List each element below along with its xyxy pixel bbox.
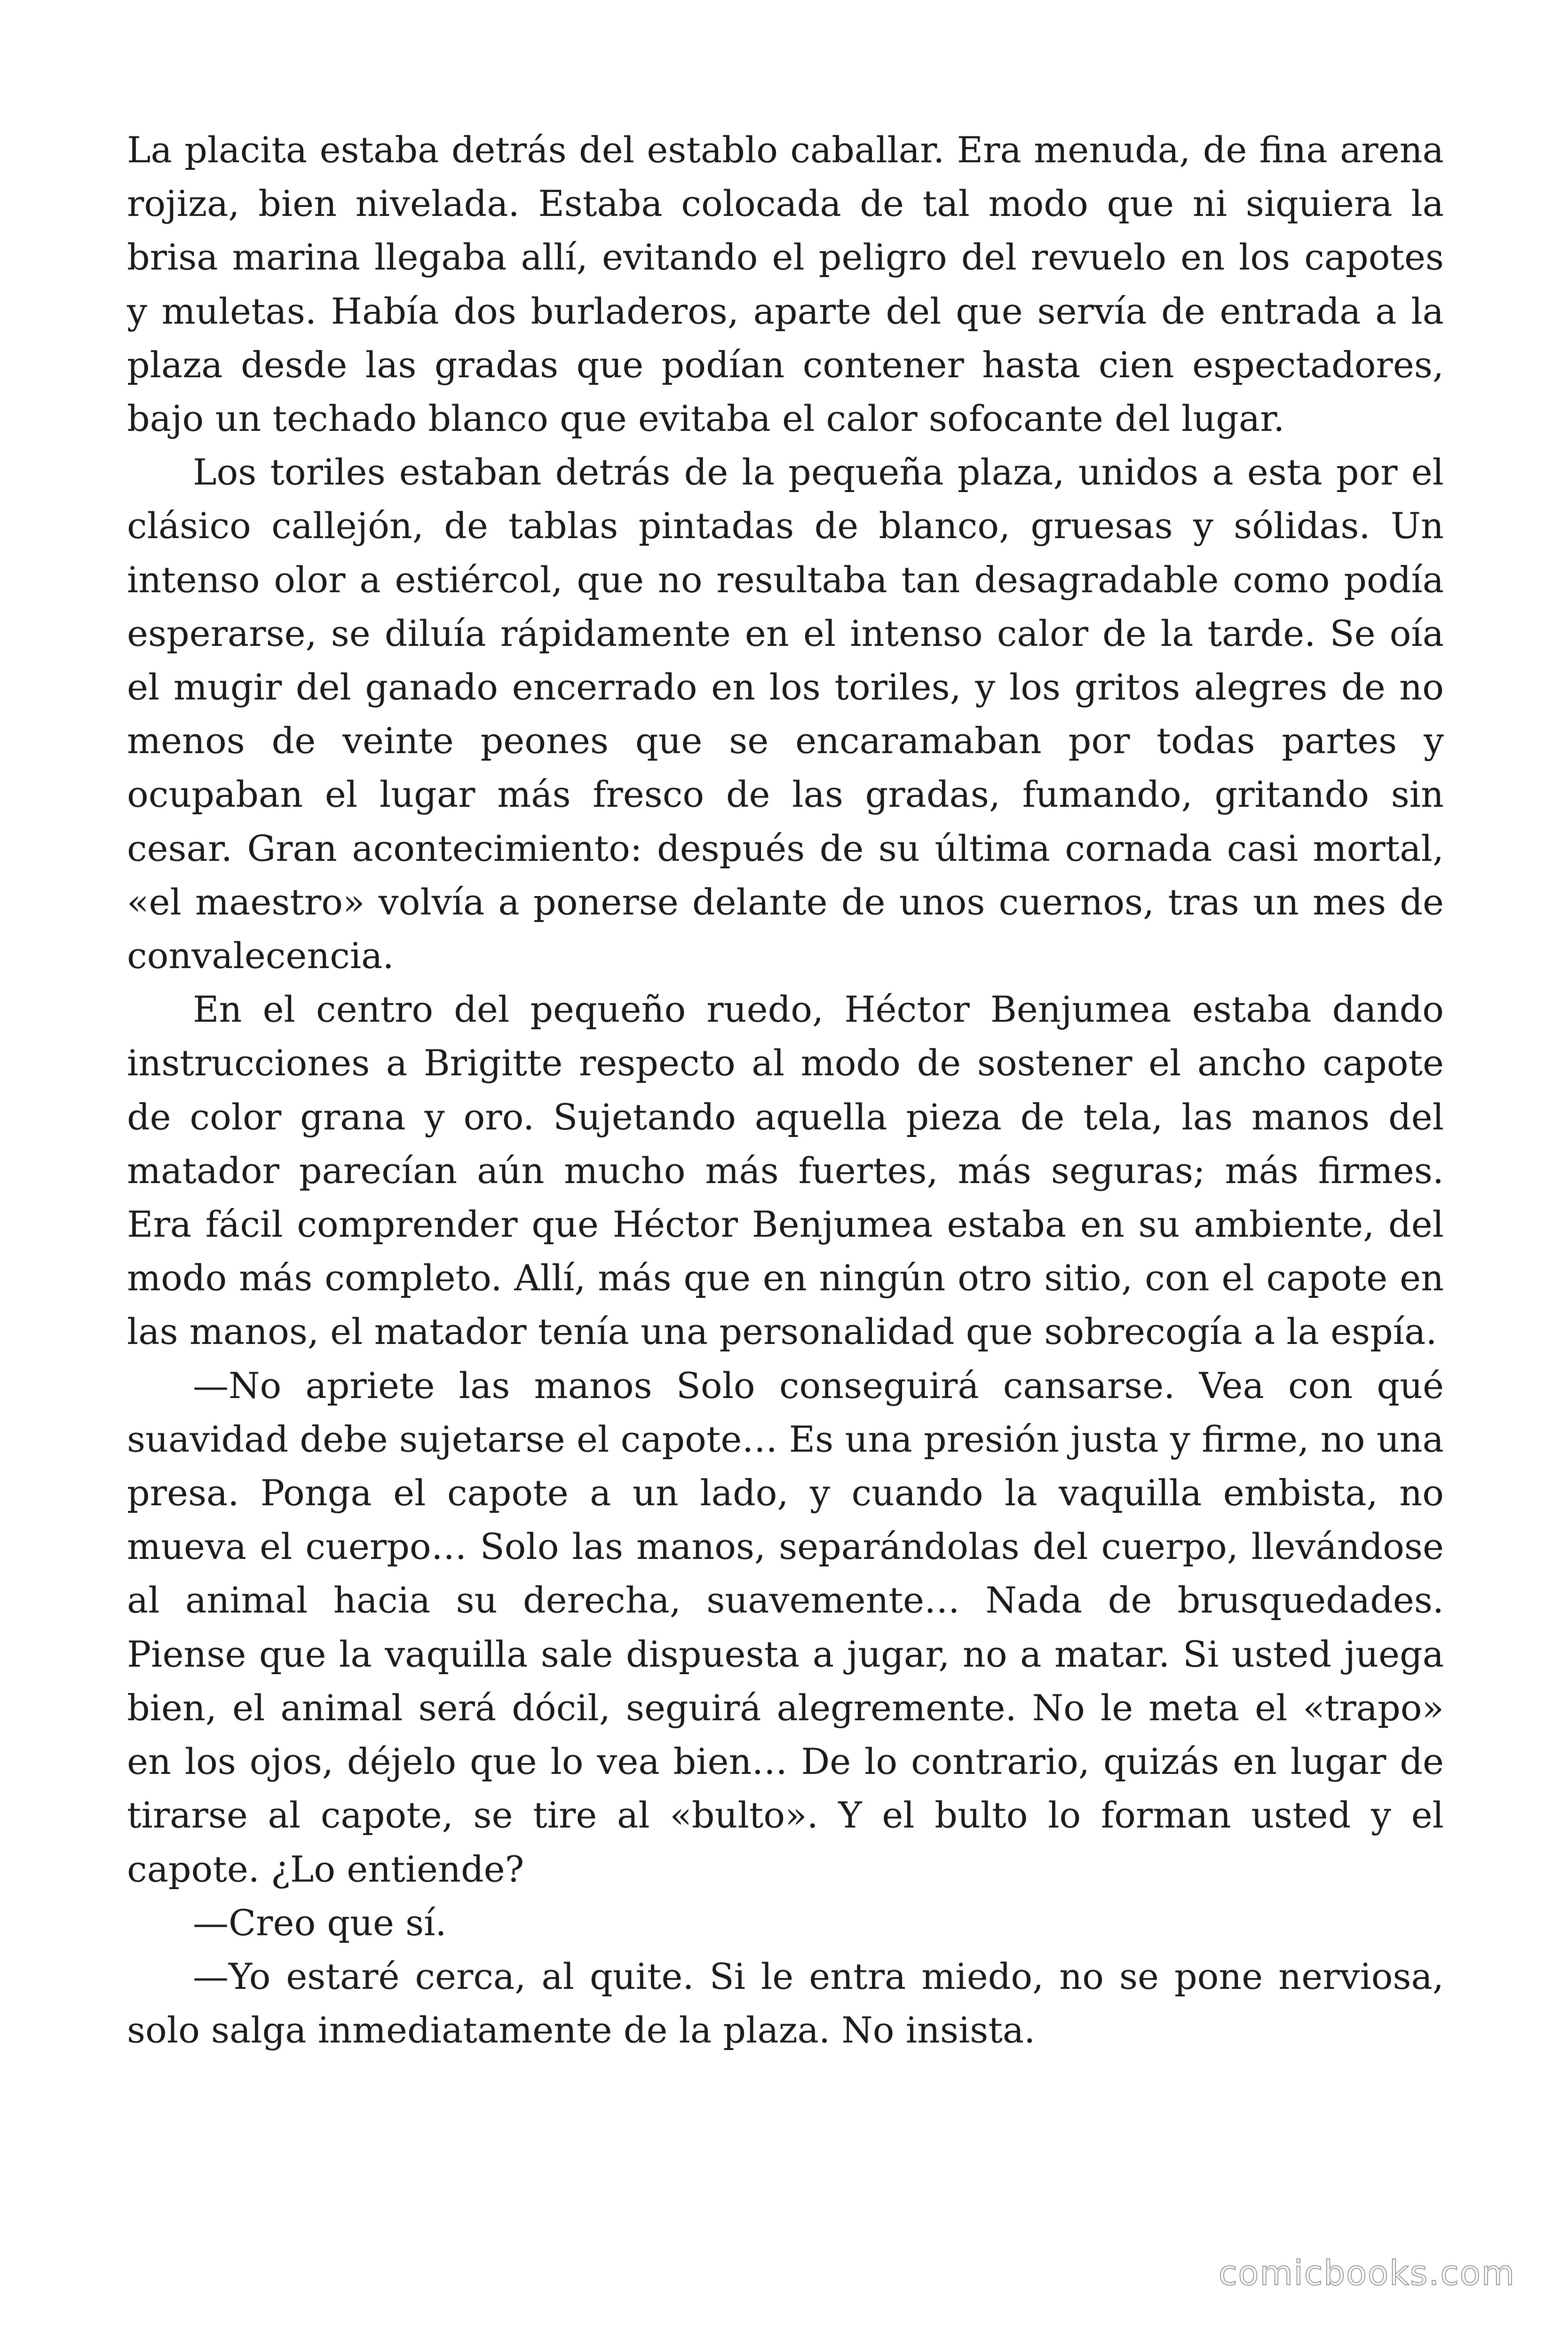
paragraph-3: En el centro del pequeño ruedo, Héctor Benjumea estaba dando instrucciones a Brigitte respecto al modo de sostener el ancho capote de color grana y oro. Sujetando aquella pieza de tela, las manos del matador parecían aún mucho más fuertes, más seguras; más firmes. Era fácil comprender que Héctor Benjumea estaba en su ambiente, del modo más completo. Allí, más que en ningún otro sitio, con el capote en las manos, el matador tenía una personalidad que sobrecogía a la espía. [127,988,1444,1353]
page-body [127,123,1444,2057]
paragraph-5-dialogue: —Creo que sí. [193,1901,447,1944]
watermark: comicbooks.com [1218,2253,1515,2293]
paragraph-1: La placita estaba detrás del establo caballar. Era menuda, de fina arena rojiza, bien nivelada. Estaba colocada de tal modo que ni siquiera la brisa marina llegaba allí, evitando el peligro del revuelo en los capotes y muletas. Había dos burladeros, aparte del que servía de entrada a la plaza desde las gradas que podían contener hasta cien espectadores, bajo un techado blanco que evitaba el calor sofocante del lugar. [127,129,1444,440]
paragraph-4-dialogue: —No apriete las manos Solo conseguirá cansarse. Vea con qué suavidad debe sujetarse el capote… Es una presión justa y firme, no una presa. Ponga el capote a un lado, y cuando la vaquilla embista, no mueva el cuerpo… Solo las manos, separándolas del cuerpo, llevándose al animal hacia su derecha, suavemente… Nada de brusquedades. Piense que la vaquilla sale dispuesta a jugar, no a matar. Si usted juega bien, el animal será dócil, seguirá alegremente. No le meta el «trapo» en los ojos, déjelo que lo vea bien… De lo contrario, quizás en lugar de tirarse al capote, se tire al «bulto». Y el bulto lo forman usted y el capote. ¿Lo entiende? [127,1364,1444,1890]
paragraph-6-dialogue: —Yo estaré cerca, al quite. Si le entra miedo, no se pone nerviosa, solo salga inmediatamente de la plaza. No insista. [127,1955,1444,2051]
paragraph-2: Los toriles estaban detrás de la pequeña plaza, unidos a esta por el clásico callejón, de tablas pintadas de blanco, gruesas y sólidas. Un intenso olor a estiércol, que no resultaba tan desagradable como podía esperarse, se diluía rápidamente en el intenso calor de la tarde. Se oía el mugir del ganado encerrado en los toriles, y los gritos alegres de no menos de veinte peones que se encaramaban por todas partes y ocupaban el lugar más fresco de las gradas, fumando, gritando sin cesar. Gran acontecimiento: después de su última cornada casi mortal, «el maestro» volvía a ponerse delante de unos cuernos, tras un mes de convalecencia. [127,451,1444,977]
